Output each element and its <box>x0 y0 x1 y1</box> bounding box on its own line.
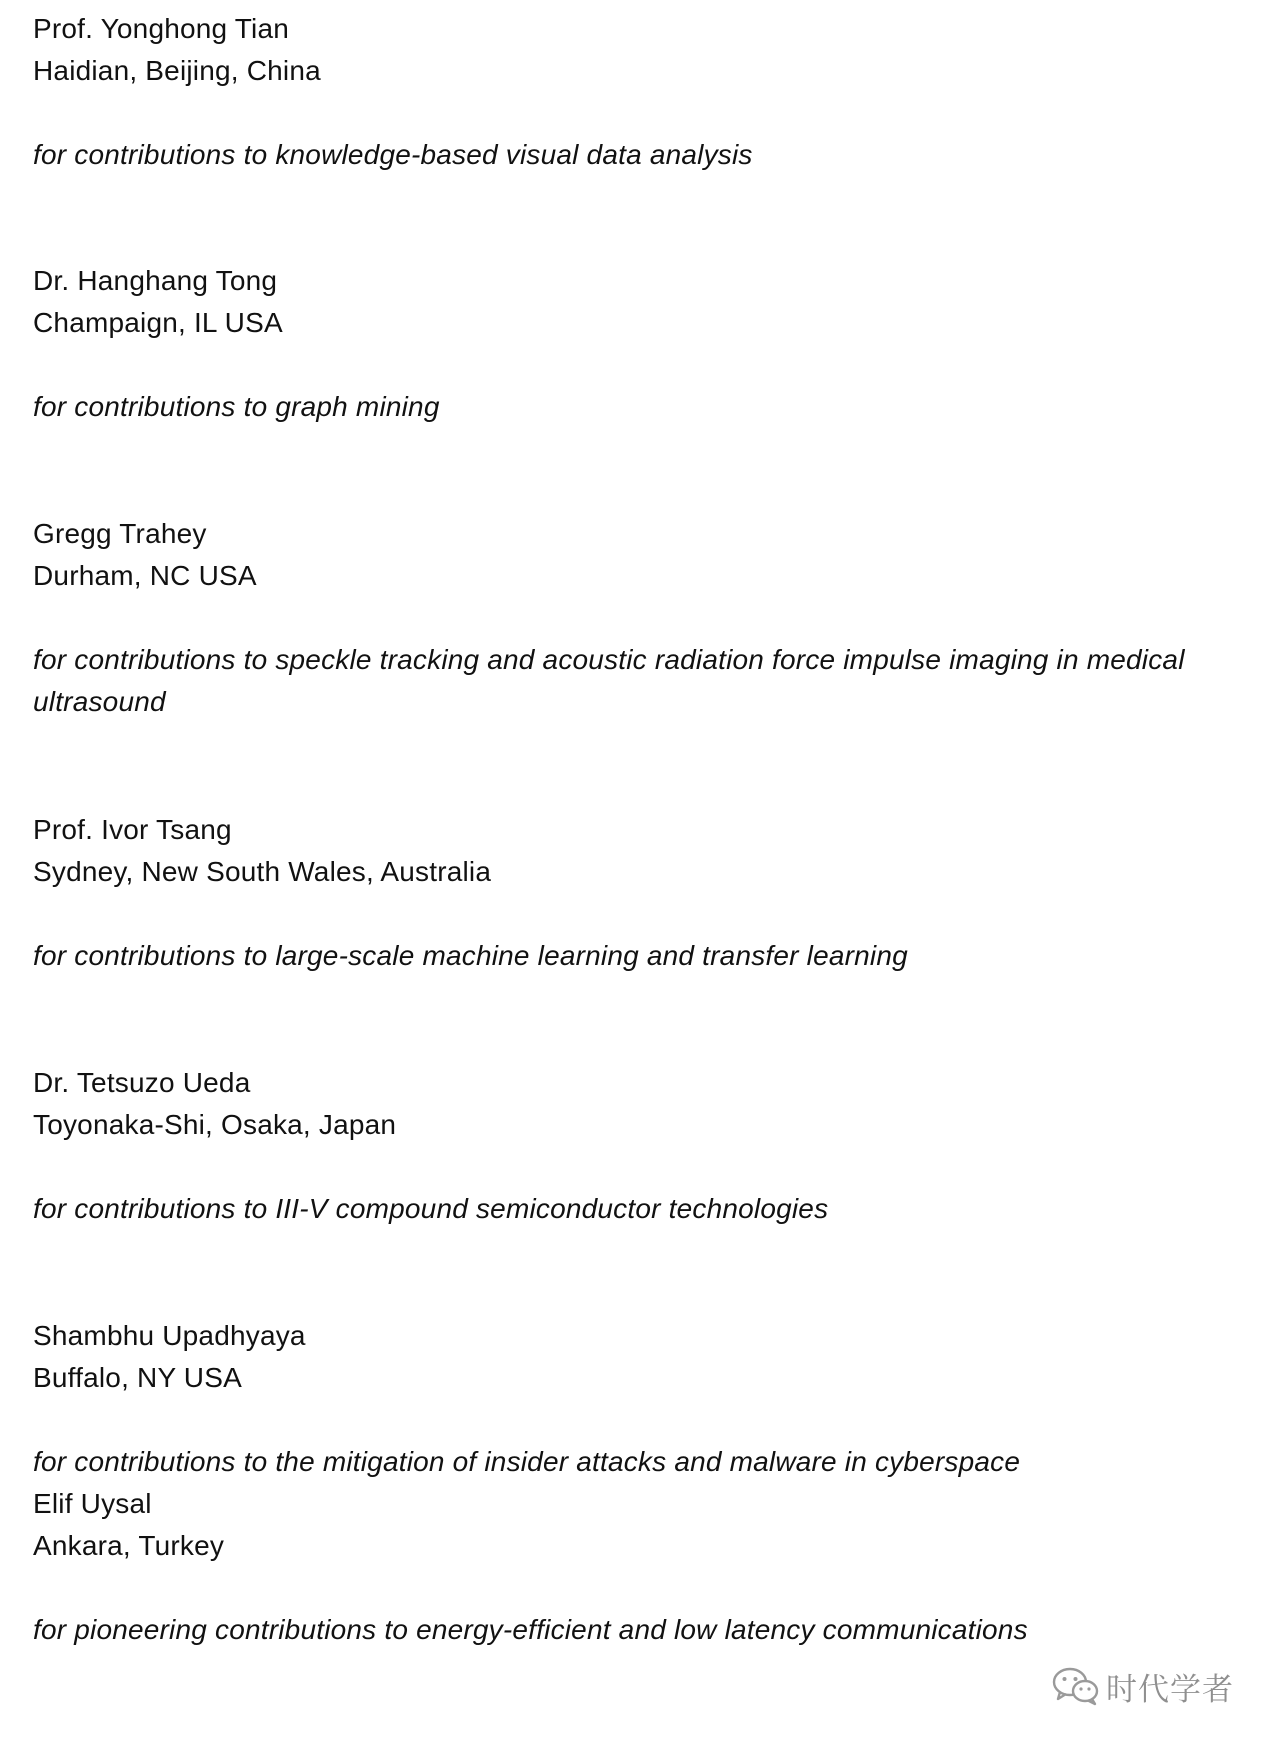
watermark <box>1052 1662 1234 1710</box>
entry-name: Shambhu Upadhyaya <box>33 1320 306 1351</box>
entry-location: Durham, NC USA <box>33 560 257 591</box>
entry-location: Ankara, Turkey <box>33 1530 225 1561</box>
entry-citation: for contributions to the mitigation of insider attacks and malware in cyberspace <box>33 1446 1021 1477</box>
entry-name: Dr. Hanghang Tong <box>33 265 278 296</box>
entry-location: Toyonaka-Shi, Osaka, Japan <box>33 1109 397 1140</box>
entry-location: Haidian, Beijing, China <box>33 55 321 86</box>
entry-citation: for contributions to speckle tracking and acoustic radiation force impulse imaging in medical ultrasound <box>33 644 1185 717</box>
entry-citation: for pioneering contributions to energy-efficient and low latency communications <box>33 1614 1028 1645</box>
entry-location: Buffalo, NY USA <box>33 1362 242 1393</box>
entry-location: Sydney, New South Wales, Australia <box>33 856 492 887</box>
entry-citation: for contributions to graph mining <box>33 391 440 422</box>
entry-location: Champaign, IL USA <box>33 307 283 338</box>
entry-name: Elif Uysal <box>33 1488 152 1519</box>
entry-name: Dr. Tetsuzo Ueda <box>33 1067 251 1098</box>
entry-citation: for contributions to III-V compound semiconductor technologies <box>33 1193 829 1224</box>
watermark-text: 时代学者 <box>1106 1671 1234 1708</box>
entry-citation: for contributions to knowledge-based visual data analysis <box>33 139 753 170</box>
wechat-icon <box>1052 1665 1100 1707</box>
entry-name: Prof. Yonghong Tian <box>33 13 290 44</box>
entry-name: Prof. Ivor Tsang <box>33 814 232 845</box>
entry-name: Gregg Trahey <box>33 518 207 549</box>
entry-citation: for contributions to large-scale machine learning and transfer learning <box>33 940 908 971</box>
